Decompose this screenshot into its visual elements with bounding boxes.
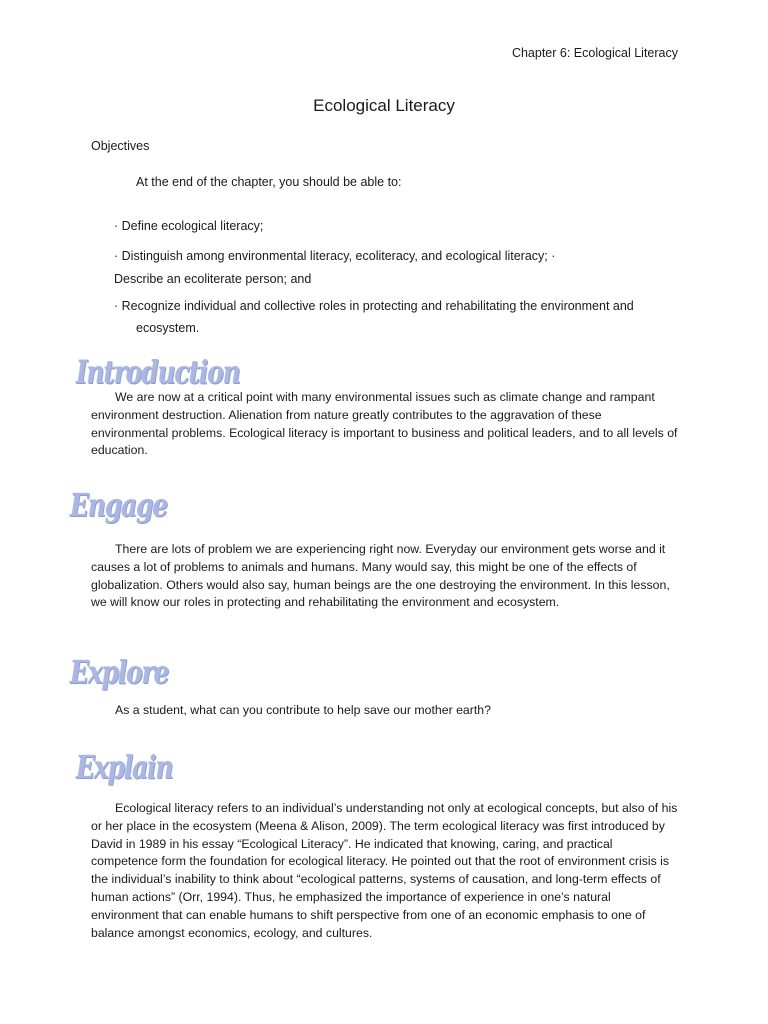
objectives-label: Objectives [91,139,150,153]
explore-heading: Explore [70,653,169,691]
introduction-heading: Introduction [76,353,240,391]
introduction-paragraph: We are now at a critical point with many environmental issues such as climate change and rampant environment destruction. Alienation from nature greatly contributes to the aggravation of these environmental problems. Ecological literacy is important to business and political leaders, and to all levels of education. [91,390,678,458]
explain-paragraph: Ecological literacy refers to an individual’s understanding not only at ecological concepts, but also of his or her place in the ecosystem (Meena & Alison, 2009). The term ecological literacy was first introduced by David in 1989 in his essay “Ecological Literacy”. He indicated that knowing, caring, and practical competence form the foundation for ecological literacy. He pointed out that the root of environment crisis is the individual’s inability to think about “ecological patterns, systems of causation, and long-term effects of human actions” (Orr, 1994). Thus, he emphasized the importance of experience in one’s natural environment that can enable humans to shift perspective from one of an economic emphasis to one of balance amongst economics, ecology, and cultures. [91,801,678,940]
document-title: Ecological Literacy [313,96,455,115]
objective-bullet-3: · Recognize individual and collective roles in protecting and rehabilitating the environment and [114,299,634,313]
engage-paragraph: There are lots of problem we are experiencing right now. Everyday our environment gets worse and it causes a lot of problems to animals and humans. Many would say, this might be one of the effects of globalization. Others would also say, human beings are the one destroying the environment. In this lesson, we will know our roles in protecting and rehabilitating the environment and ecosystem. [91,542,670,610]
running-header: Chapter 6: Ecological Literacy [511,46,678,60]
objectives-intro: At the end of the chapter, you should be able to: [136,175,402,189]
objective-bullet-1: · Define ecological literacy; [114,219,264,233]
explain-heading: Explain [76,748,173,786]
engage-heading: Engage [70,486,168,524]
objective-bullet-3-continued: ecosystem. [136,321,200,335]
objective-bullet-2: · Distinguish among environmental literacy, ecoliteracy, and ecological literacy; · [114,249,556,263]
explore-paragraph: As a student, what can you contribute to help save our mother earth? [115,703,491,717]
objective-bullet-2-continued: Describe an ecoliterate person; and [114,272,312,286]
